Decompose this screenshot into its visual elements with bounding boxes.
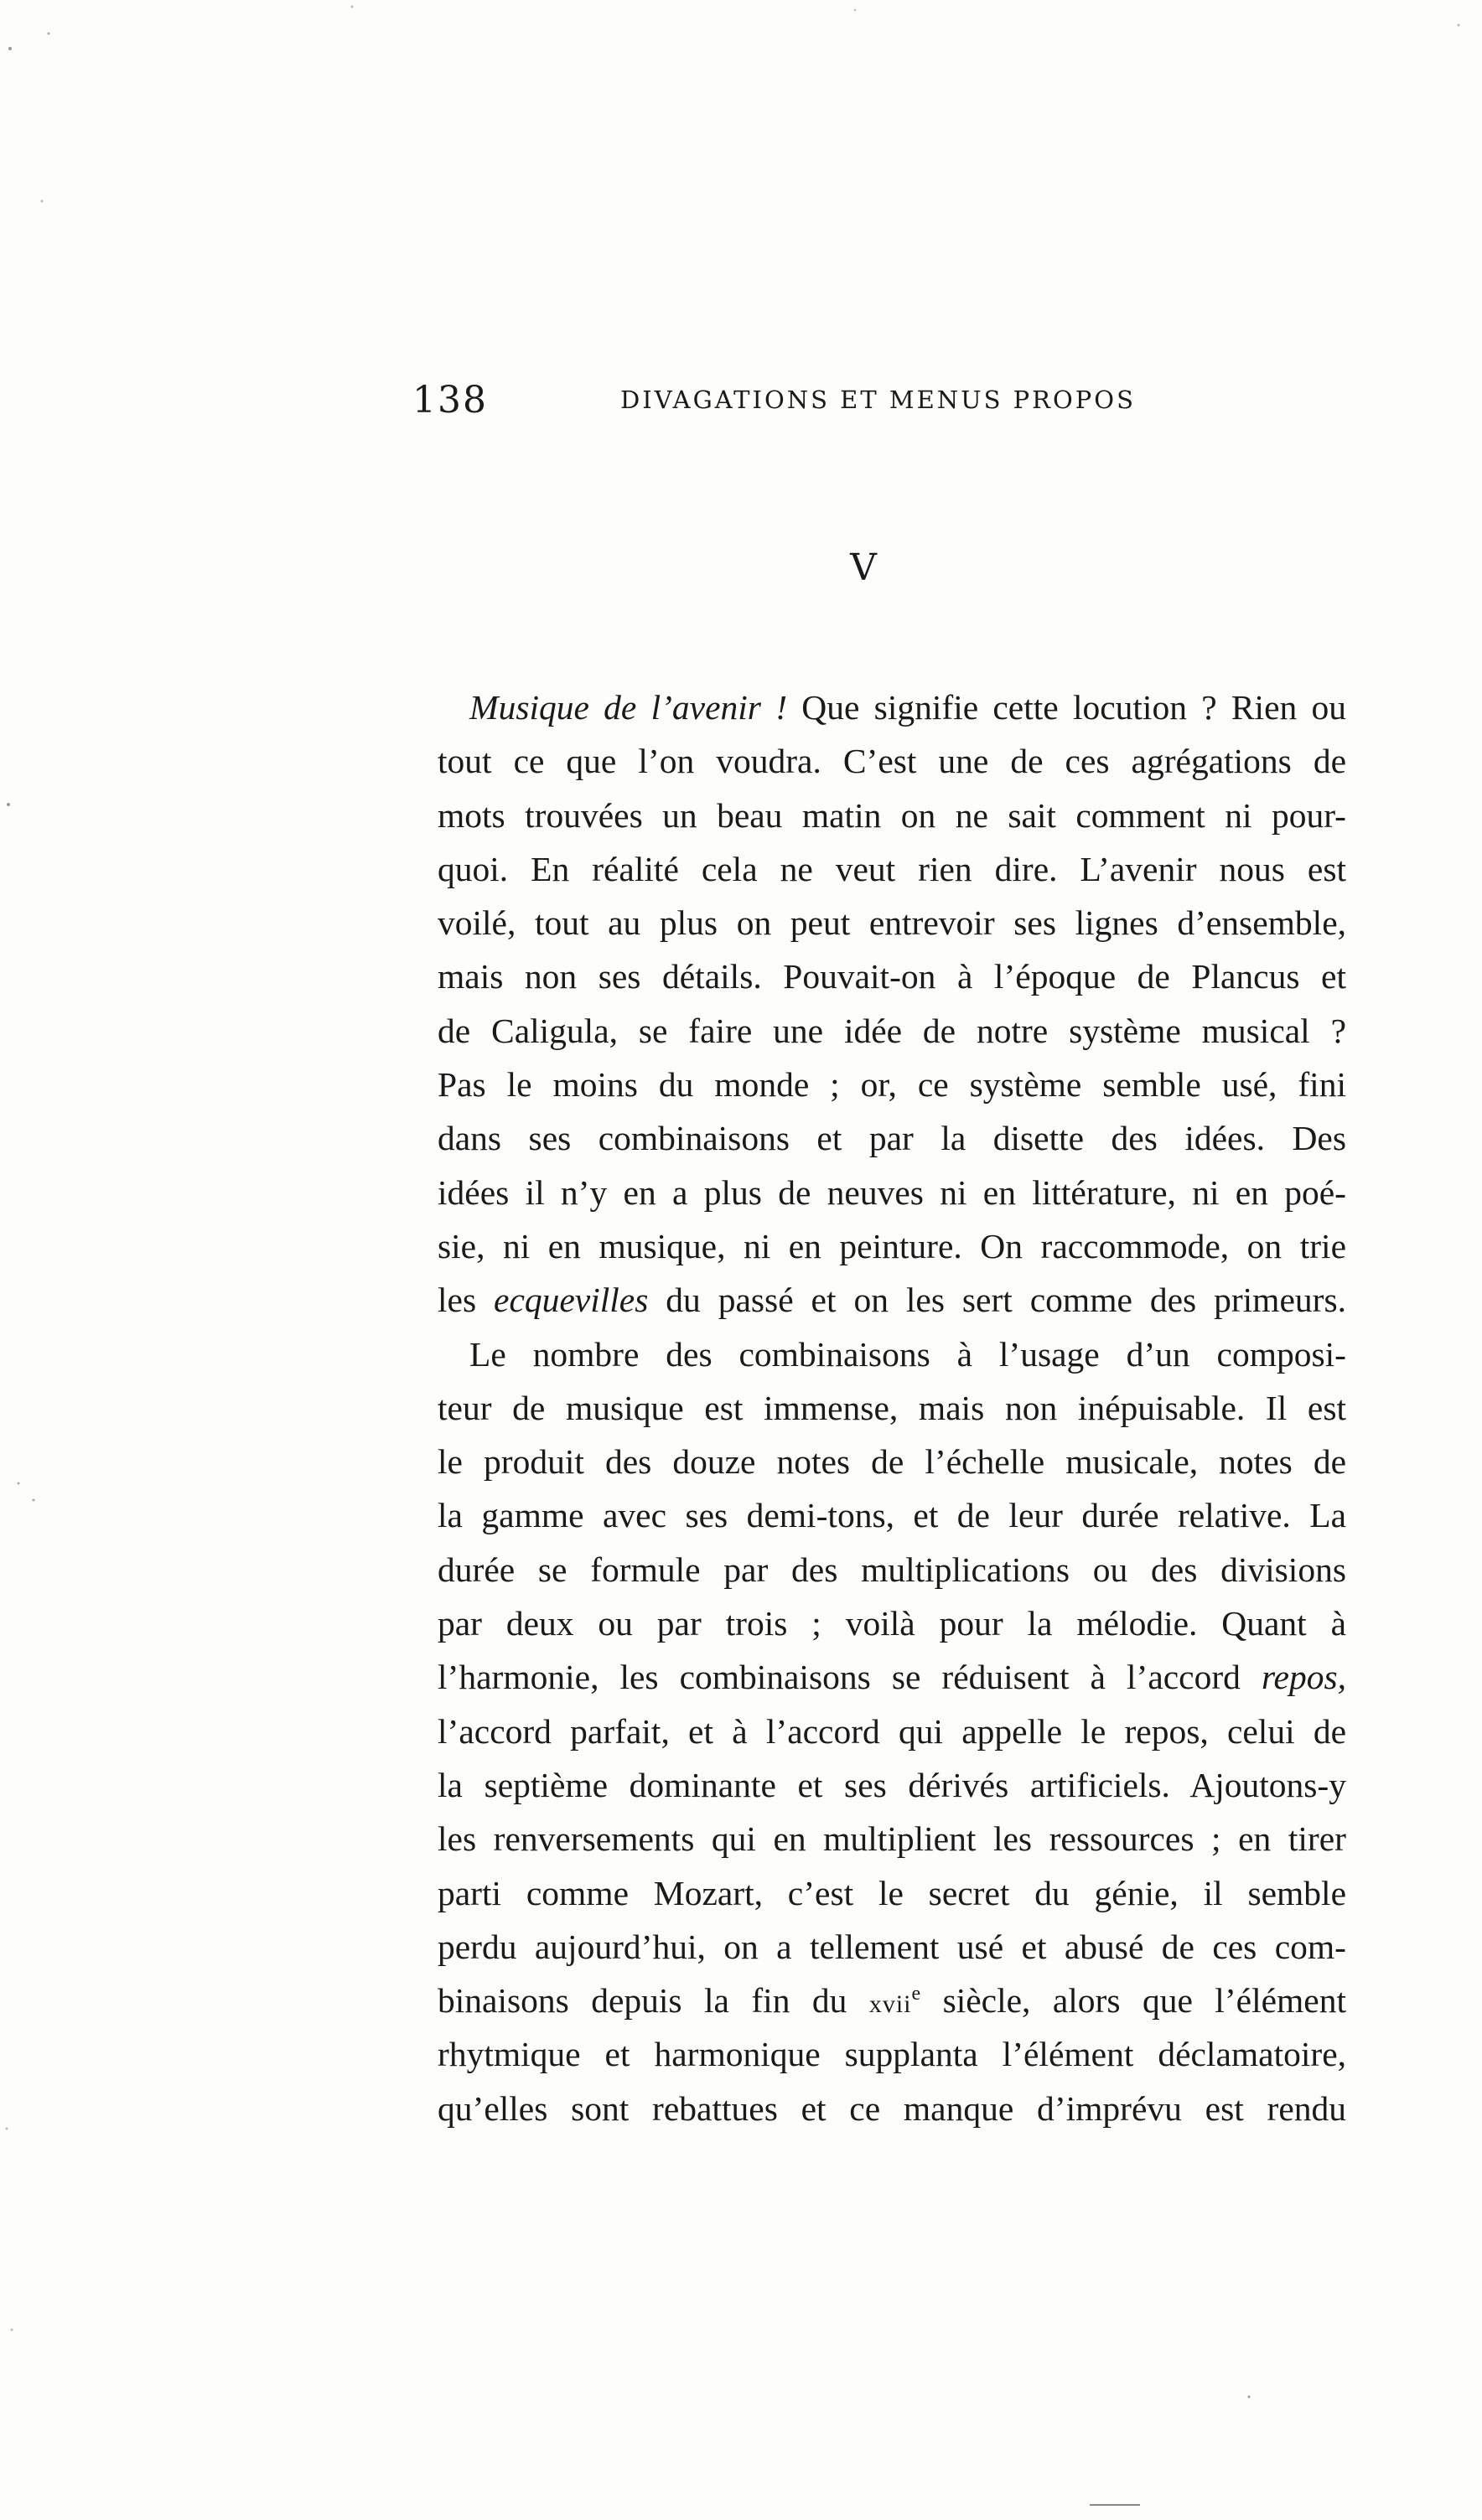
body-text [438,680,1346,2135]
italic-word: ecquevilles [494,1281,649,1320]
text-line [438,1273,1346,1327]
text-line: perdu aujourd’hui, on a tellement usé et abusé de ces com- [438,1927,1346,1966]
text-line: teur de musique est immense, mais non inépuisable. Il est [438,1388,1346,1427]
text-line: durée se formule par des multiplications ou des divisions [438,1550,1346,1589]
text-line: idées il n’y en a plus de neuves ni en littérature, ni en poé- [438,1172,1346,1212]
section-numeral: V [850,546,877,589]
text-line: voilé, tout au plus on peut entrevoir ses lignes d’ensemble, [438,903,1346,943]
text-span: du passé et on les sert comme des primeurs. [648,1281,1346,1320]
italic-word: repos, [1261,1658,1346,1697]
text-line: par deux ou par trois ; voilà pour la mélodie. Quant à [438,1604,1346,1643]
page-header [412,379,1366,429]
text-line: le produit des douze notes de l’échelle musicale, notes de [438,1442,1346,1482]
bottom-mark [1090,2504,1140,2506]
text-line: de Caligula, se faire une idée de notre système musical ? [438,1011,1346,1050]
text-span: l’harmonie, les combinaisons se réduisent à l’accord [438,1658,1262,1697]
text-line: quoi. En réalité cela ne veut rien dire. L’avenir nous est [438,849,1346,888]
text-line: rhytmique et harmonique supplanta l’élément déclamatoire, [438,2035,1346,2074]
text-line: Le nombre des combinaisons à l’usage d’un composi- [469,1334,1346,1374]
text-line: dans ses combinaisons et par la disette des idées. Des [438,1119,1346,1158]
text-line: sie, ni en musique, ni en peinture. On raccommode, on trie [438,1226,1346,1265]
text-line: la gamme avec ses demi-tons, et de leur durée relative. La [438,1496,1346,1535]
italic-phrase: Musique de l’avenir ! [469,688,788,727]
text-line: tout ce que l’on voudra. C’est une de ces agrégations de [438,742,1346,781]
text-line: Pas le moins du monde ; or, ce système semble usé, fini [438,1065,1346,1105]
text-line: mots trouvées un beau matin on ne sait comment ni pour- [438,795,1346,835]
text-span: les [438,1281,495,1320]
text-span: binaisons depuis la fin du [438,1981,869,2021]
text-line: la septième dominante et ses dérivés artificiels. Ajoutons-y [438,1765,1346,1804]
page-number: 138 [412,379,488,422]
text-line [438,680,1346,734]
text-line: parti comme Mozart, c’est le secret du génie, il semble [438,1873,1346,1912]
superscript: e [911,1983,921,2005]
text-line: qu’elles sont rebattues et ce manque d’imprévu est rendu [438,2088,1346,2128]
text-span: Que signifie cette locution ? Rien ou [787,688,1347,727]
text-line: les renversements qui en multiplient les ressources ; en tirer [438,1819,1346,1859]
text-line [438,1974,1346,2027]
century-numeral: xvii [868,1990,912,2019]
text-line [438,1650,1346,1704]
text-line: l’accord parfait, et à l’accord qui appelle le repos, celui de [438,1711,1346,1751]
running-head: DIVAGATIONS ET MENUS PROPOS [620,386,1136,414]
text-span: siècle, alors que l’élément [920,1981,1346,2021]
text-line: mais non ses détails. Pouvait-on à l’époque de Plancus et [438,957,1346,996]
